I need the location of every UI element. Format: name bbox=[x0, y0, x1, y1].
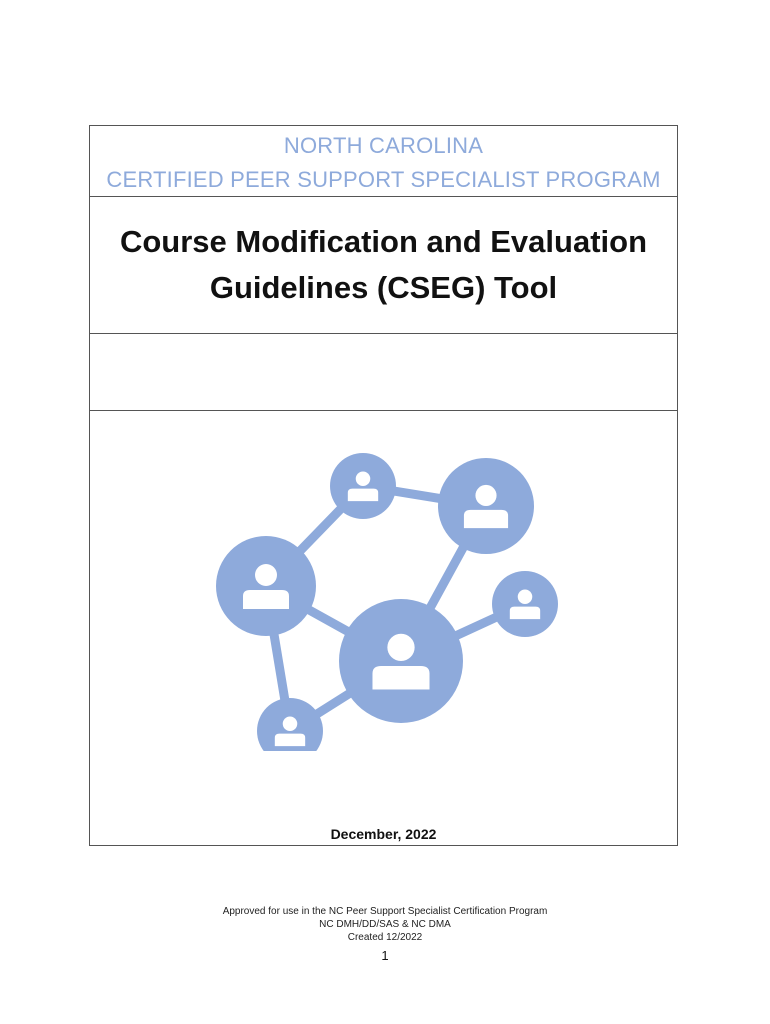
program-state: NORTH CAROLINA bbox=[283, 133, 484, 158]
cover-frame bbox=[89, 125, 678, 846]
document-title bbox=[90, 219, 677, 311]
person-node-icon bbox=[492, 571, 558, 637]
program-name: CERTIFIED PEER SUPPORT SPECIALIST PROGRAM bbox=[106, 167, 661, 192]
program-header bbox=[90, 126, 677, 197]
illustration-section bbox=[90, 411, 677, 845]
title-section bbox=[90, 197, 677, 334]
footer-agencies: NC DMH/DD/SAS & NC DMA bbox=[319, 919, 451, 930]
page-number: 1 bbox=[381, 948, 389, 963]
footer-approval: Approved for use in the NC Peer Support Specialist Certification Program bbox=[222, 906, 548, 917]
person-node-icon bbox=[257, 698, 323, 751]
publication-date: December, 2022 bbox=[330, 826, 437, 842]
person-node-icon bbox=[339, 599, 463, 723]
person-node-icon bbox=[330, 453, 396, 519]
footer-created: Created 12/2022 bbox=[347, 932, 423, 943]
title-line-1: Course Modification and Evaluation bbox=[119, 224, 648, 259]
people-network-icon bbox=[208, 431, 558, 751]
title-line-2: Guidelines (CSEG) Tool bbox=[209, 270, 558, 305]
blank-section bbox=[90, 334, 677, 411]
person-node-icon bbox=[216, 536, 316, 636]
person-node-icon bbox=[438, 458, 534, 554]
footer bbox=[0, 905, 770, 944]
